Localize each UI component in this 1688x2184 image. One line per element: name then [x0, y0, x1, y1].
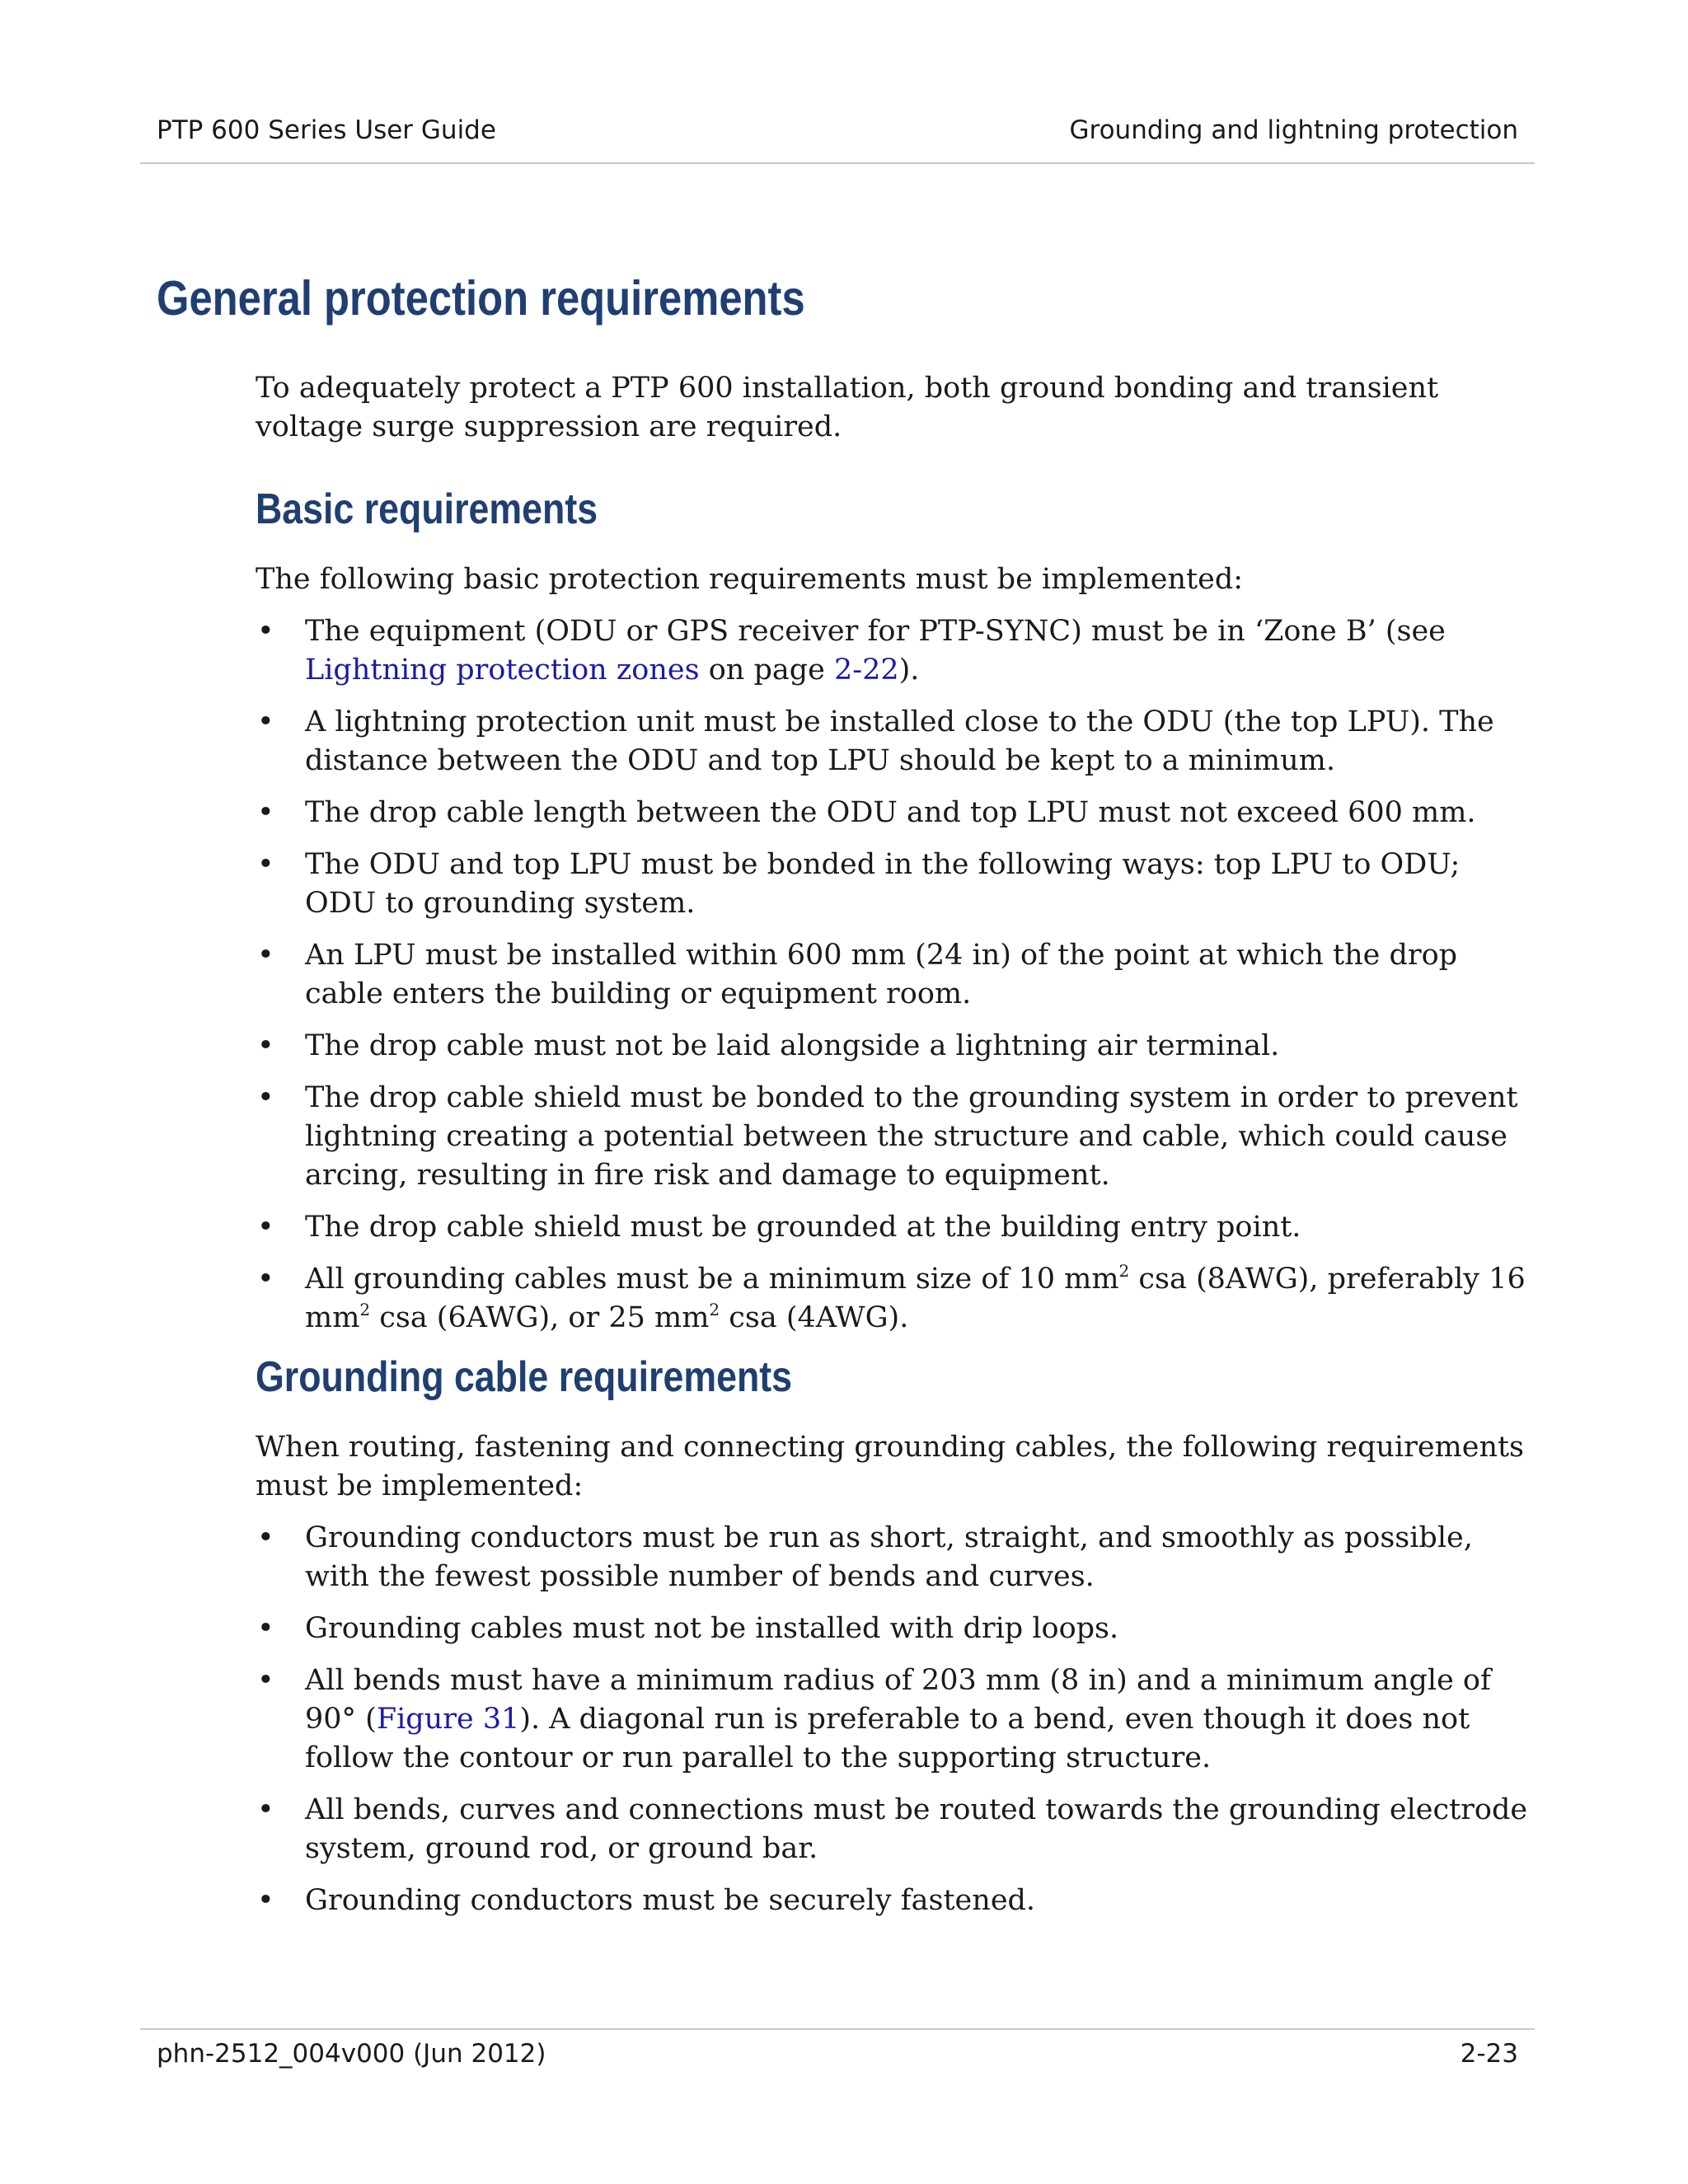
item-text: A lightning protection unit must be installed close to the ODU (the top LPU). The distance between the ODU and top LPU should be kept to a minimum.	[305, 705, 1494, 777]
bullet-icon: •	[257, 1521, 274, 1554]
footer-document-id: phn-2512_004v000 (Jun 2012)	[157, 2039, 546, 2069]
list-item	[256, 846, 1535, 923]
item-text: csa (4AWG).	[720, 1301, 909, 1334]
item-text: csa (6AWG), or 25 mm	[370, 1301, 710, 1334]
basic-requirements-lead: The following basic protection requirements must be implemented:	[256, 563, 1244, 596]
grounding-cable-heading: Grounding cable requirements	[256, 1353, 793, 1401]
bullet-icon: •	[257, 1211, 274, 1244]
item-text: ). A diagonal run is preferable to a bend, even though it does not follow the contour or run parallel to the supporting structure.	[305, 1703, 1470, 1774]
list-item	[256, 1791, 1535, 1868]
superscript: 2	[359, 1300, 371, 1319]
list-item	[256, 1027, 1535, 1066]
bullet-icon: •	[257, 705, 274, 738]
header-chapter-title: Grounding and lightning protection	[1069, 115, 1518, 145]
page-number: 2-23	[1460, 2039, 1518, 2069]
item-text: The drop cable must not be laid alongside a lightning air terminal.	[305, 1029, 1280, 1062]
intro-paragraph: To adequately protect a PTP 600 installation, both ground bonding and transient voltage surge suppression are required.	[256, 372, 1439, 443]
superscript: 2	[1118, 1261, 1130, 1281]
list-item	[256, 703, 1535, 780]
bullet-icon: •	[257, 796, 274, 829]
header-rule	[140, 162, 1535, 164]
item-text: The drop cable shield must be grounded at the building entry point.	[305, 1211, 1301, 1244]
list-item	[256, 1208, 1535, 1247]
item-text: The drop cable length between the ODU and top LPU must not exceed 600 mm.	[305, 796, 1476, 829]
running-footer	[157, 2039, 1518, 2069]
bullet-icon: •	[257, 1612, 274, 1645]
list-item	[256, 936, 1535, 1014]
item-text: All grounding cables must be a minimum size of 10 mm	[305, 1263, 1119, 1296]
list-item	[256, 1882, 1535, 1920]
bullet-icon: •	[257, 1884, 274, 1917]
grounding-cable-list	[256, 1519, 1535, 1920]
bullet-icon: •	[257, 1081, 274, 1114]
list-item	[256, 1519, 1535, 1596]
item-text: Grounding cables must not be installed with drip loops.	[305, 1612, 1119, 1645]
header-document-title: PTP 600 Series User Guide	[157, 115, 496, 145]
grounding-cable-lead: When routing, fastening and connecting grounding cables, the following requirements must be implemented:	[256, 1431, 1525, 1502]
bullet-icon: •	[257, 1029, 274, 1062]
list-item	[256, 1661, 1535, 1778]
item-text: on page	[699, 654, 834, 687]
item-text: An LPU must be installed within 600 mm (24 in) of the point at which the drop cable enters the building or equipment room.	[305, 939, 1458, 1010]
list-item	[256, 794, 1535, 832]
figure-31-link[interactable]: Figure 31	[376, 1703, 520, 1736]
page-2-22-link[interactable]: 2-22	[833, 654, 899, 687]
bullet-icon: •	[257, 1664, 274, 1697]
bullet-icon: •	[257, 615, 274, 648]
item-text: csa (8AWG), preferably 16 mm	[305, 1263, 1526, 1334]
bullet-icon: •	[257, 1793, 274, 1826]
item-text: ).	[898, 654, 920, 687]
bullet-icon: •	[257, 939, 274, 972]
list-item	[256, 1260, 1535, 1338]
item-text: The drop cable shield must be bonded to the grounding system in order to prevent lightning creating a potential between the structure and cable, which could cause arcing, resulting in fire risk and damage to equipment.	[305, 1081, 1518, 1192]
list-item	[256, 1079, 1535, 1195]
footer-rule	[140, 2028, 1535, 2030]
item-text: Grounding conductors must be run as short, straight, and smoothly as possible, with the fewest possible number of bends and curves.	[305, 1521, 1473, 1593]
page-title: General protection requirements	[157, 271, 805, 326]
list-item	[256, 1610, 1535, 1648]
running-header	[157, 115, 1518, 145]
item-text: The equipment (ODU or GPS receiver for PTP-SYNC) must be in ‘Zone B’ (see	[305, 615, 1446, 648]
basic-requirements-heading: Basic requirements	[256, 485, 598, 533]
item-text: All bends, curves and connections must be routed towards the grounding electrode system, ground rod, or ground bar.	[305, 1793, 1528, 1865]
item-text: The ODU and top LPU must be bonded in the following ways: top LPU to ODU; ODU to grounding system.	[305, 848, 1461, 920]
item-text: Grounding conductors must be securely fastened.	[305, 1884, 1036, 1917]
list-item	[256, 612, 1535, 690]
superscript: 2	[709, 1300, 720, 1319]
item-text: All bends must have a minimum radius of 203 mm (8 in) and a minimum angle of 90° (	[305, 1664, 1491, 1736]
basic-requirements-list	[256, 612, 1535, 1338]
bullet-icon: •	[257, 848, 274, 881]
bullet-icon: •	[257, 1263, 274, 1296]
main-content	[256, 369, 1535, 1933]
lightning-protection-zones-link[interactable]: Lightning protection zones	[305, 654, 700, 687]
